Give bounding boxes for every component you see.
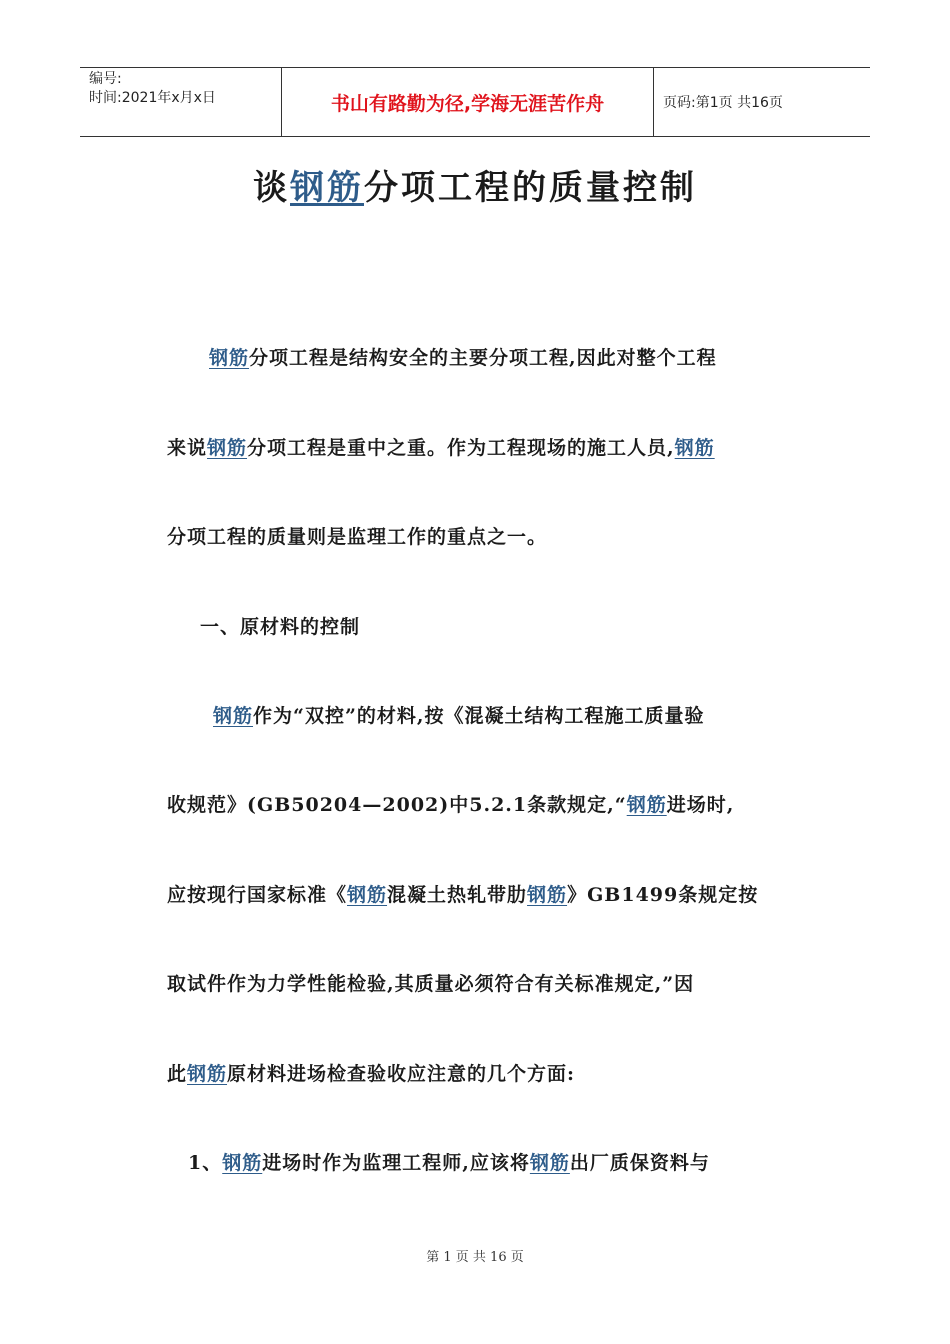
header-meta — [80, 68, 281, 136]
text-run: 此 — [167, 1062, 188, 1085]
document-number-label: 编号: — [89, 71, 122, 87]
section-heading: 一、原材料的控制 — [200, 615, 361, 638]
document-body — [167, 333, 797, 1228]
paragraph-line — [167, 423, 797, 513]
page-footer: 第 1 页 共 16 页 — [426, 1250, 524, 1265]
keyword-link[interactable]: 钢筋 — [187, 1062, 228, 1085]
paragraph-line — [167, 959, 797, 1049]
text-run: 出厂质保资料与 — [569, 1152, 710, 1174]
paragraph-line — [167, 1049, 797, 1139]
text-run: 混凝土热轧带肋 — [387, 883, 528, 906]
keyword-link[interactable]: 钢筋 — [213, 704, 254, 727]
keyword-link[interactable]: 钢筋 — [674, 436, 715, 459]
text-run: 分项工程是重中之重。作为工程现场的施工人员, — [247, 436, 675, 459]
text-run: 1、 — [188, 1152, 223, 1174]
keyword-link[interactable]: 钢筋 — [222, 1152, 263, 1174]
header-page-info: 页码:第1页 共16页 — [663, 95, 783, 111]
text-run: 原材料进场检查验收应注意的几个方面: — [227, 1062, 576, 1085]
paragraph-line — [167, 780, 797, 870]
document-title — [0, 160, 950, 209]
paragraph-line — [167, 691, 797, 781]
paragraph-line — [167, 1138, 797, 1228]
keyword-link[interactable]: 钢筋 — [527, 883, 568, 906]
text-run: 分项工程是结构安全的主要分项工程,因此对整个工程 — [249, 347, 717, 369]
paragraph-line — [167, 870, 797, 960]
text-run: 作为“双控”的材料,按《混凝土结构工程施工质量验 — [253, 704, 705, 727]
keyword-link[interactable]: 钢筋 — [209, 347, 250, 369]
text-run: 来说 — [167, 436, 208, 459]
text-run: 取试件作为力学性能检验,其质量必须符合有关标准规定,”因 — [167, 973, 695, 995]
keyword-link[interactable]: 钢筋 — [207, 436, 248, 459]
text-run: 》GB1499条规定按 — [567, 883, 759, 906]
keyword-link[interactable]: 钢筋 — [529, 1152, 570, 1174]
page-header — [80, 67, 870, 137]
keyword-link[interactable]: 钢筋 — [626, 794, 667, 816]
text-run: 进场时, — [666, 794, 735, 816]
text-run: 应按现行国家标准《 — [167, 883, 348, 906]
paragraph-line — [167, 512, 797, 602]
paragraph-line — [167, 333, 797, 423]
title-prefix: 谈 — [253, 168, 290, 208]
document-time-label: 时间:2021年x月x日 — [89, 90, 216, 106]
text-run: 收规范》(GB50204—2002)中5.2.1条款规定,“ — [167, 794, 627, 816]
title-suffix: 分项工程的质量控制 — [364, 168, 697, 208]
header-motto: 书山有路勤为径,学海无涯苦作舟 — [281, 68, 654, 136]
keyword-link[interactable]: 钢筋 — [347, 883, 388, 906]
text-run: 分项工程的质量则是监理工作的重点之一。 — [167, 526, 548, 548]
text-run: 进场时作为监理工程师,应该将 — [262, 1152, 530, 1174]
title-keyword-link[interactable]: 钢筋 — [290, 168, 364, 208]
